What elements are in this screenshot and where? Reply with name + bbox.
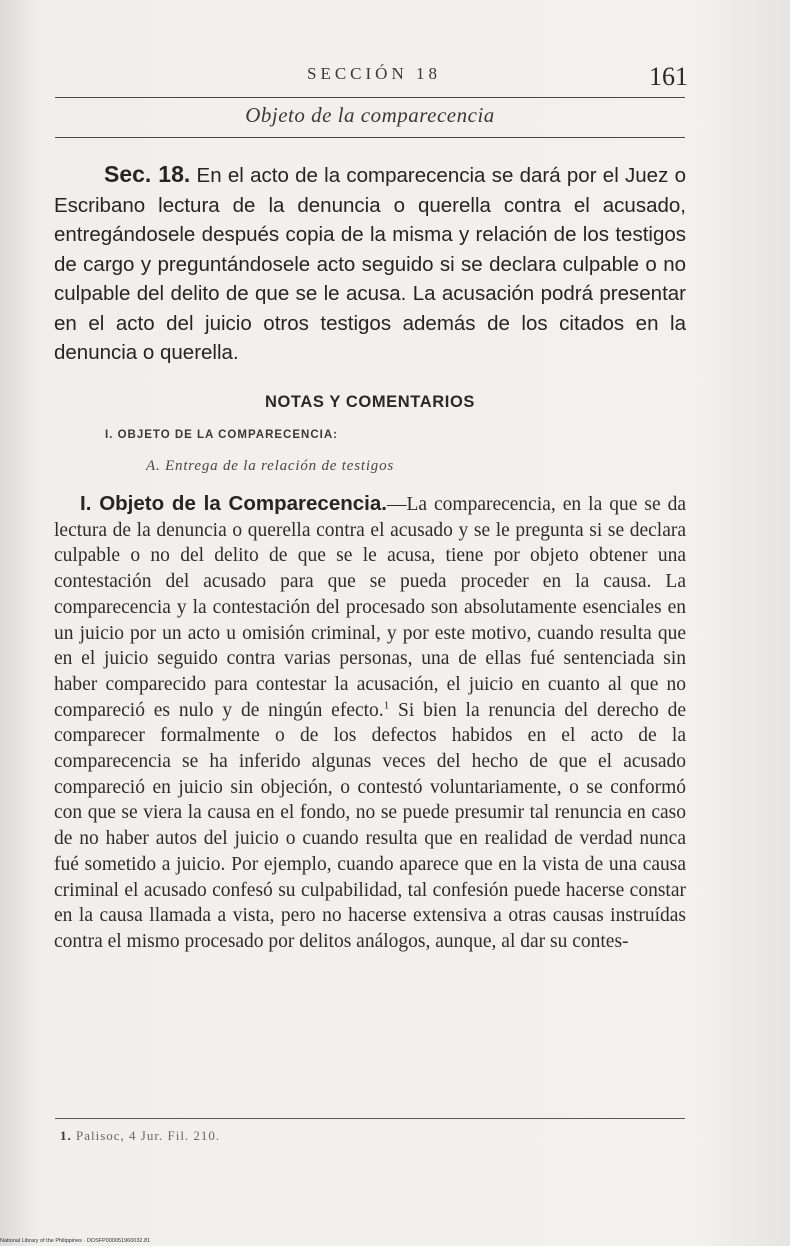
notes-heading: NOTAS Y COMENTARIOS [264, 393, 476, 411]
header-rule-bottom [55, 137, 685, 138]
running-head [60, 62, 688, 92]
footnote-rule [55, 1118, 685, 1119]
commentary-paragraph [54, 491, 686, 955]
library-stamp: National Library of the Philippines · DOSFP000051960032.81 [0, 1238, 151, 1244]
statute-label: Sec. 18. [104, 161, 191, 187]
statute-text: En el acto de la comparecencia se dará por el Juez o Escribano lectura de la denuncia o querella contra el acusado, entregándosele después copia de la misma y relación de los testigos de cargo y preguntándosele acto seguido si se declara culpable o no culpable del delito de que se le acusa. La acusación podrá presentar en el acto del juicio otros testigos además de los citados en la denuncia o querella. [54, 164, 686, 364]
outline-item-1: I. OBJETO DE LA COMPARECENCIA: [105, 429, 338, 441]
page-subtitle: Objeto de la comparecencia [245, 103, 495, 127]
commentary-text-2: Si bien la renuncia del derecho de comparecer formalmente o de los defectos habidos en el acto de la comparecencia se ha inferido algunas veces del hecho de que el acusado compareció en juicio sin objeción, o contestó voluntariamente, o se conformó con que se viera la causa en el fondo, no se puede presumir tal renuncia en caso de no haber autos del juicio o cuando resulta que en realidad de verdad nunca fué sometido a juicio. Por ejemplo, cuando aparece que en la vista de una causa criminal el acusado confesó su culpabilidad, tal confesión puede hacerse constar en la causa llamada a vista, pero no hacerse extensiva a otras causas instruídas contra el mismo procesado por delitos análogos, aunque, al dar su contes- [54, 699, 686, 952]
page-number: 161 [649, 62, 688, 91]
outline-item-1a: A. Entrega de la relación de testigos [146, 458, 395, 474]
header-rule-top [55, 97, 685, 98]
commentary-lead: I. Objeto de la Comparecencia. [80, 492, 387, 515]
footnote-number: 1. [60, 1128, 72, 1143]
statute-paragraph [54, 160, 686, 368]
section-label: SECCIÓN 18 [307, 64, 441, 83]
footnote [60, 1128, 220, 1144]
footnote-reference: 1 [383, 699, 390, 712]
footnote-text: Palisoc, 4 Jur. Fil. 210. [76, 1128, 221, 1143]
commentary-text-1: —La comparecencia, en la que se da lectura de la denuncia o querella contra el acusado y se le pregunta si se declara culpable o no del delito de que se le acusa, tiene por objeto obtener una contestación del acusado para que se pueda proceder en la causa. La comparecencia y la contestación del procesado son absolutamente esenciales en un juicio por un acto u omisión criminal, y por este motivo, cuando resulta que en el juicio seguido contra varias personas, una de ellas fué sentenciada sin haber comparecido para contestar la acusación, el juicio en cuanto al que no compareció es nulo y de ningún efecto. [54, 494, 686, 721]
